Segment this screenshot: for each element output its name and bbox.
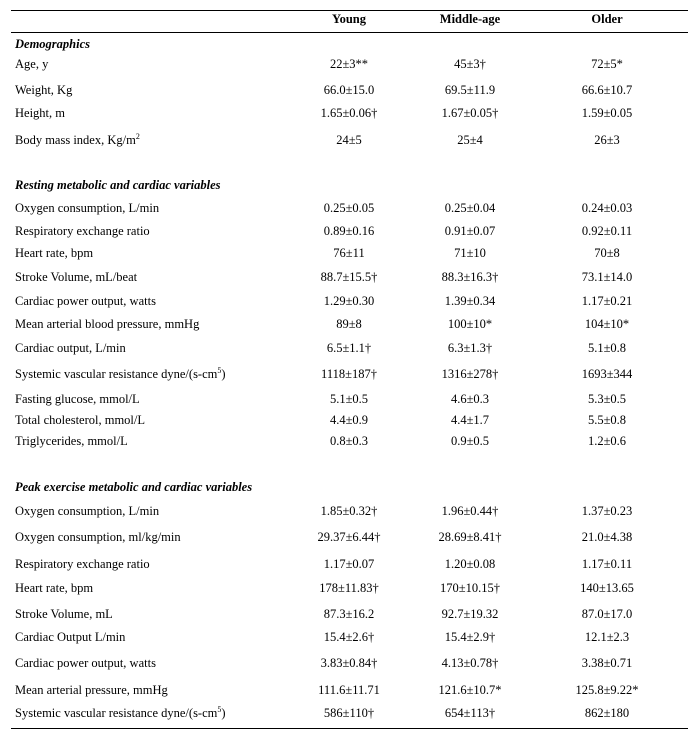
table-row: Age, y 22±3** 45±3† 72±5*	[15, 57, 623, 71]
table-row: Weight, Kg 66.0±15.0 69.5±11.9 66.6±10.7	[15, 83, 633, 97]
header-rule	[11, 32, 688, 33]
section-title	[0, 34, 700, 54]
table-row: Mean arterial pressure, mmHg 111.6±11.71 121.6±10.7* 125.8±9.22*	[15, 683, 639, 697]
table-row: Height, m 1.65±0.06† 1.67±0.05† 1.59±0.05	[15, 106, 633, 120]
table-row: Mean arterial blood pressure, mmHg 89±8 100±10* 104±10*	[15, 317, 630, 331]
table-row: Body mass index, $Kg/m^2$ 24±5 25±4 26±3	[15, 131, 620, 147]
table-row: Cardiac power output, watts 1.29±0.30 1.39±0.34 1.17±0.21	[15, 294, 633, 308]
table-row: Triglycerides, mmol/L 0.8±0.3 0.9±0.5 1.2±0.6	[15, 434, 627, 448]
section-title	[0, 477, 700, 497]
table-row: Oxygen consumption, ml/kg/min 29.37±6.44† 28.69±8.41† 21.0±4.38	[15, 530, 633, 544]
table-row: Stroke Volume, mL 87.3±16.2 92.7±19.32 87.0±17.0	[15, 607, 633, 621]
table-row: Cardiac Output L/min 15.4±2.6† 15.4±2.9† 12.1±2.3	[15, 630, 630, 644]
table-row: Heart rate, bpm 76±11 71±10 70±8	[15, 246, 620, 260]
table-row: Respiratory exchange ratio 1.17±0.07 1.20±0.08 1.17±0.11	[15, 557, 633, 571]
section-label-demographics: Demographics	[15, 37, 90, 51]
header-older: Older	[591, 12, 623, 26]
table-row: Fasting glucose, mmol/L 5.1±0.5 4.6±0.3 5.3±0.5	[15, 392, 627, 406]
table-row: Cardiac power output, watts 3.83±0.84† 4.13±0.78† 3.38±0.71	[15, 656, 633, 670]
table-row: Stroke Volume, mL/beat 88.7±15.5† 88.3±16.3† 73.1±14.0	[15, 270, 633, 284]
section-label-resting: Resting metabolic and cardiac variables	[15, 178, 221, 192]
table-row: Systemic vascular resistance dyne/$(s-cm^5)$ 586±110† 654±113† 862±180	[15, 704, 630, 720]
section-label-peak-exercise: Peak exercise metabolic and cardiac variables	[15, 480, 253, 494]
table-row: Oxygen consumption, L/min 1.85±0.32† 1.96±0.44† 1.37±0.23	[15, 504, 633, 518]
bottom-rule	[11, 728, 688, 729]
header-row	[0, 9, 700, 29]
header-young: Young	[331, 12, 367, 26]
section-title	[0, 175, 700, 195]
table-row: Cardiac output, L/min 6.5±1.1† 6.3±1.3† 5.1±0.8	[15, 341, 627, 355]
table-row: Total cholesterol, mmol/L 4.4±0.9 4.4±1.7 5.5±0.8	[15, 413, 627, 427]
table-row: Systemic vascular resistance dyne/$(s-cm^5)$ 1118±187† 1316±278† 1693±344	[15, 365, 633, 381]
table-row: Respiratory exchange ratio 0.89±0.16 0.91±0.07 0.92±0.11	[15, 224, 633, 238]
table-row: Oxygen consumption, L/min 0.25±0.05 0.25±0.04 0.24±0.03	[15, 201, 633, 215]
header-middle-age: Middle-age	[439, 12, 501, 26]
table-row: Heart rate, bpm 178±11.83† 170±10.15† 140±13.65	[15, 581, 634, 595]
